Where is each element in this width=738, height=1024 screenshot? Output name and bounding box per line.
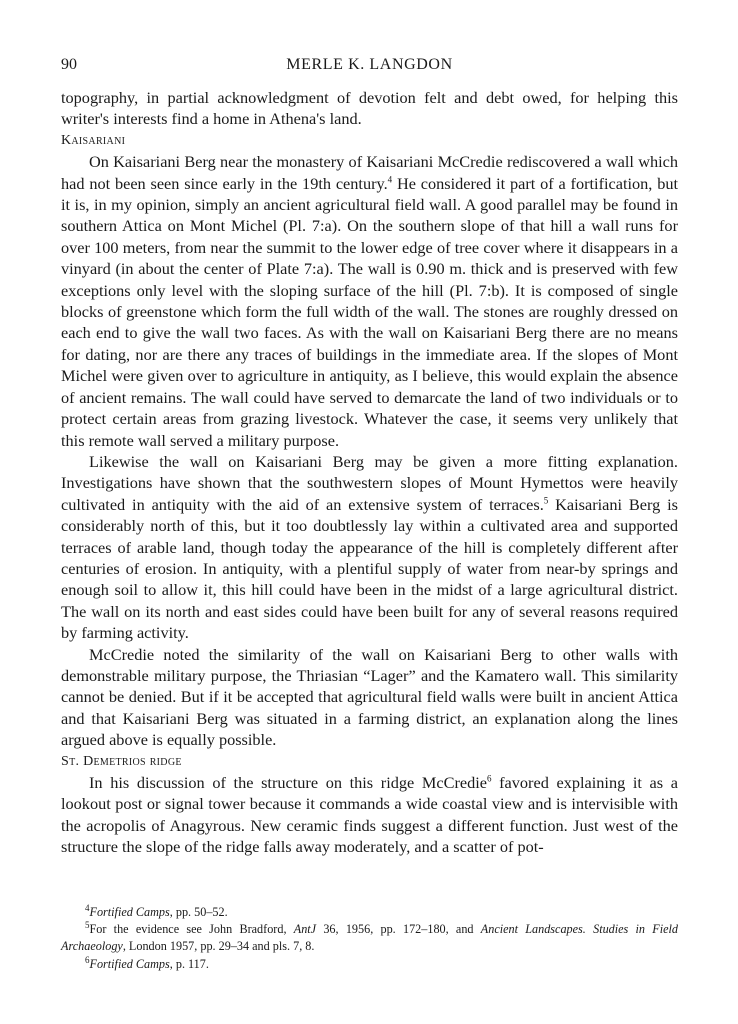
footnote-title: Fortified Camps	[89, 956, 170, 971]
page-header	[61, 56, 678, 78]
page-number: 90	[61, 56, 77, 73]
paragraph-text: In his discussion of the structure on this ridge McCredie	[89, 773, 487, 792]
footnote-text: , pp. 50–52.	[169, 905, 228, 919]
intro-paragraph: topography, in partial acknowledgment of devotion felt and debt owed, for helping this writer's interests find a home in Athena's land.	[61, 88, 678, 129]
footnote-journal: AntJ	[293, 922, 317, 937]
running-head: MERLE K. LANGDON	[286, 56, 453, 73]
footnote-text: , London 1957, pp. 29–34 and pls. 7, 8.	[122, 939, 315, 954]
paragraph-text: He considered it part of a fortification, but it is, in my opinion, simply an ancient agricultural field wall. A good parallel may be found in southern Attica on Mont Michel (Pl. 7:a). On the southern slope of that hill a wall runs for over 100 meters, from near the summit to the lower edge of tree cover where it disappears in a vinyard (in about the center of Plate 7:a). The wall is 0.90 m. thick and is preserved with few exceptions only level with the sloping surface of the hill (Pl. 7:b). It is composed of single blocks of greenstone which form the full width of the wall. The stones are roughly dressed on each end to give the wall two faces. As with the wall on Kaisariani Berg there are no means for dating, nor are there any traces of buildings in the immediate area. If the slopes of Mont Michel were given over to agriculture in antiquity, as I believe, this would explain the absence of ancient remains. The wall could have served to demarcate the land of two individuals or to protect certain areas from grazing livestock. Whatever the case, it seems very unlikely that this remote wall served a military purpose.	[61, 173, 678, 450]
paragraph-st-demetrios-1	[61, 772, 678, 858]
footnote-6	[61, 956, 678, 973]
paragraph-text: On Kaisariani Berg near the monastery of Kaisariani McCredie rediscovered a wall which had not been seen since early in the 19th century.	[61, 152, 678, 193]
footnote-text: 36, 1956, pp. 172–180, and	[316, 922, 481, 937]
paragraph-text: Likewise the wall on Kaisariani Berg may be given a more fitting explanation. Investigations have shown that the southwestern slopes of Mount Hymettos were heavily cultivated in antiquity with the aid of an extensive system of terraces.	[61, 451, 678, 514]
footnote-title: Fortified Camps	[89, 905, 170, 919]
section-heading-kaisariani: Kaisariani	[61, 132, 126, 148]
footnote-number: 5	[85, 920, 90, 931]
footnote-number: 4	[85, 902, 90, 913]
footnote-ref-5[interactable]: 5	[543, 495, 549, 506]
paragraph-kaisariani-3: McCredie noted the similarity of the wall on Kaisariani Berg to other walls with demonstrable military purpose, the Thriasian “Lager” and the Kamatero wall. This similarity cannot be denied. But if it be accepted that agricultural field walls were built in ancient Attica and that Kaisariani Berg was situated in a farming district, an explanation along the lines argued above is equally possible.	[61, 644, 678, 750]
paragraph-kaisariani-1	[61, 151, 678, 451]
footnote-ref-4[interactable]: 4	[387, 174, 393, 185]
section-heading-st-demetrios: St. Demetrios ridge	[61, 753, 182, 769]
footnote-text: , p. 117.	[169, 956, 209, 971]
footnote-number: 6	[85, 954, 90, 965]
footnote-5	[61, 921, 678, 955]
paragraph-kaisariani-2	[61, 451, 678, 644]
paragraph-text: Kaisariani Berg is considerably north of this, but it too doubtlessly lay within a cultivated area and supported terraces of arable land, though today the appearance of the hill is completely different after centuries of erosion. In antiquity, with a plentiful supply of water from near-by springs and enough soil to allow it, this hill could have been in the midst of a large agricultural district. The wall on its north and east sides could have been built for any of several reasons required by farming activity.	[61, 494, 678, 643]
footnote-ref-6[interactable]: 6	[486, 773, 492, 784]
footnotes	[61, 904, 678, 973]
paragraph-text: favored explaining it as a lookout post or signal tower because it commands a wide coastal view and is intervisible with the acropolis of Anagyrous. New ceramic finds suggest a different function. Just west of the structure the slope of the ridge falls away moderately, and a scatter of pot-	[61, 773, 678, 857]
footnote-book-title: Ancient Landscapes. Studies in Field Archaeology	[61, 922, 678, 954]
footnote-text: For the evidence see John Bradford,	[89, 922, 294, 937]
body-text	[61, 87, 678, 858]
footnote-4	[61, 904, 678, 921]
